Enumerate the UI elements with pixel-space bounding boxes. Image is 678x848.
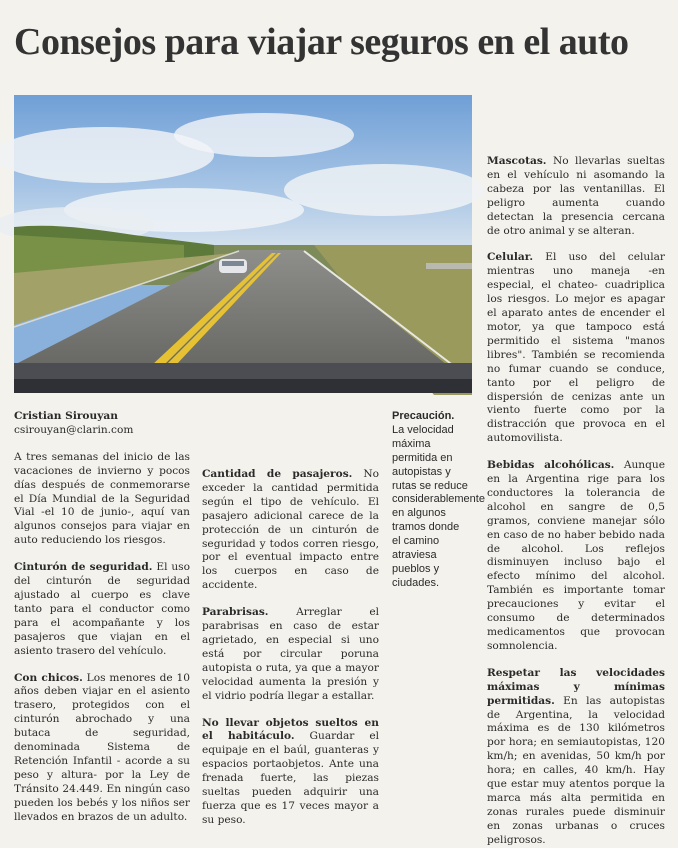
column-3: [392, 410, 485, 591]
section-cinturon: [14, 561, 190, 658]
column-1: [14, 410, 190, 824]
section-title: Parabrisas.: [202, 606, 269, 619]
road-photo: [14, 95, 472, 393]
section-velocidades: [487, 667, 665, 848]
section-text: Los menores de 10 años deben viajar en el asiento trasero, protegidos con el cinturón abrochado y una butaca de seguridad, denominada Sistema de Retención Infantil - acorde a su peso y altura- por la Ley de Tránsito 24.449. En ningún caso pueden los bebés y los niños ser llevados en brazos de un adulto.: [14, 671, 191, 823]
road-photo-icon: [14, 95, 472, 393]
section-pasajeros: [202, 468, 379, 593]
section-title: Celular.: [487, 251, 534, 264]
section-title: No llevar objetos sueltos en el habitáculo.: [202, 716, 379, 743]
section-text: El uso del cinturón de seguridad ajustado al cuerpo es clave tanto para el conductor como para el acompañante y los pasajeros que viajan en el asiento trasero del vehículo.: [14, 561, 190, 657]
section-chicos: [14, 672, 190, 825]
section-text: El uso del celular mientras uno maneja -en especial, el chateo- cuadriplica los riesgos. Lo mejor es apagar el aparato antes de encender el motor, ya que tampoco está permitido el sistema "manos libres". También se recomienda no fumar cuando se conduce, tanto por el peligro de dispersión de cenizas ante un viento fuerte como por la distracción que provoca en el automovilista.: [487, 251, 665, 445]
section-text: Arreglar el parabrisas en caso de estar agrietado, en especial si uno está por circular poruna autopista o ruta, ya que a mayor velocidad aumenta la presión y el vidrio podría llegar a estallar.: [202, 606, 379, 702]
section-title: Respetar las velocidades máximas y mínimas permitidas.: [487, 666, 665, 707]
section-title: Mascotas.: [487, 155, 547, 167]
column-2: [202, 412, 379, 828]
section-text: En las autopistas de Argentina, la velocidad máxima es de 130 kilómetros por hora; en semiautopistas, 120 km/h; en avenidas, 50 km/h por hora; en calles, 40 km/h. Hay que estar muy atentos porque la marca más alta permitida en zonas rurales puede disminuir en zonas urbanas o cruces peligrosos.: [487, 694, 665, 846]
section-text: Guardar el equipaje en el baúl, guanteras y espacios portaobjetos. Ante una frenada fuerte, las piezas sueltas pueden adquirir una fuerza que es 17 veces mayor a su peso.: [202, 730, 379, 826]
section-text: La velocidad máxima permitida en autopistas y rutas se reduce considerablemente en algunos tramos donde el camino atraviesa pueblos y ciudades.: [392, 423, 485, 589]
section-title: Con chicos.: [14, 671, 83, 684]
section-text: No llevarlas sueltas en el vehículo ni asomando la cabeza por las ventanillas. El peligro aumenta cuando detectan la presencia cercana de otro animal y se alteran.: [487, 155, 665, 237]
section-text: No exceder la cantidad permitida según el tipo de vehículo. El pasajero adicional carece de la protección de un cinturón de seguridad y todos corren riesgo, por el eventual impacto entre los cuerpos en caso de accidente.: [202, 468, 380, 592]
section-title: Bebidas alcohólicas.: [487, 459, 615, 472]
column-4: [487, 95, 665, 848]
section-title: Cantidad de pasajeros.: [202, 468, 353, 480]
byline-author: Cristian Sirouyan: [14, 410, 118, 422]
intro-paragraph: A tres semanas del inicio de las vacaciones de invierno y pocos días después de conmemorarse el Día Mundial de la Seguridad Vial -el 10 de junio-, aquí van algunos consejos para viajar en auto reduciendo los riesgos.: [14, 450, 190, 547]
section-mascotas: [487, 155, 665, 238]
section-parabrisas: [202, 606, 379, 703]
headline: Consejos para viajar seguros en el auto: [14, 21, 629, 63]
section-objetos: [202, 717, 379, 828]
section-title: Cinturón de seguridad.: [14, 561, 153, 574]
byline-email: csirouyan@clarin.com: [14, 423, 134, 436]
section-celular: [487, 251, 665, 446]
section-alcohol: [487, 459, 665, 654]
section-title: Precaución.: [392, 410, 455, 422]
section-text: Aunque en la Argentina rige para los conductores la tolerancia de alcohol en sangre de 0,5 gramos, conviene manejar sólo en caso de no haber bebido nada de alcohol. Los reflejos disminuyen incluso bajo el efecto mínimo del alcohol. También es importante tomar precauciones y evitar el consumo de determinados medicamentos que provocan somnolencia.: [487, 459, 665, 652]
